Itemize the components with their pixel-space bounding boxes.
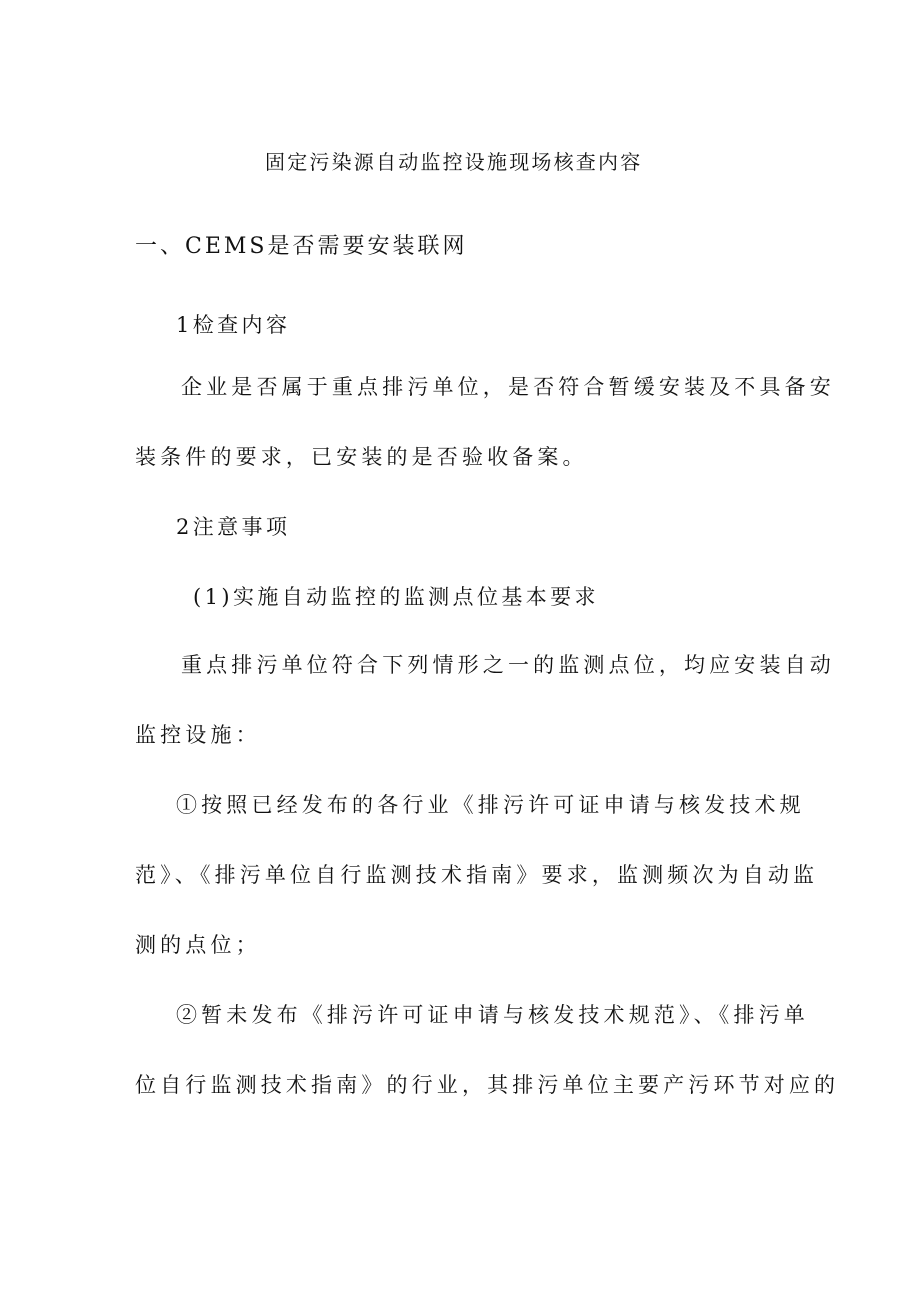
- condition-1-line: ①按照已经发布的各行业《排污许可证申请与核发技术规: [176, 793, 805, 817]
- paragraph-line: 装条件的要求，已安装的是否验收备案。: [135, 445, 588, 469]
- subheading-inspection-content: 1检查内容: [176, 313, 291, 337]
- paragraph-line: 企业是否属于重点排污单位，是否符合暂缓安装及不具备安: [181, 375, 835, 399]
- paragraph-line: 重点排污单位符合下列情形之一的监测点位，均应安装自动: [181, 653, 835, 677]
- paragraph-line: 监控设施：: [135, 723, 261, 747]
- item-heading-monitoring-points: (1)实施自动监控的监测点位基本要求: [193, 585, 599, 609]
- section-heading-cems: 一、CEMS是否需要安装联网: [135, 234, 468, 259]
- document-title: 固定污染源自动监控设施现场核查内容: [265, 150, 643, 174]
- condition-2-line: ②暂未发布《排污许可证申请与核发技术规范》、《排污单: [176, 1003, 809, 1027]
- condition-1-line: 测的点位；: [135, 933, 261, 957]
- condition-2-line: 位自行监测技术指南》的行业，其排污单位主要产污环节对应的: [135, 1073, 840, 1097]
- condition-1-line: 范》、《排污单位自行监测技术指南》要求，监测频次为自动监: [135, 863, 819, 887]
- subheading-notes: 2注意事项: [176, 515, 291, 539]
